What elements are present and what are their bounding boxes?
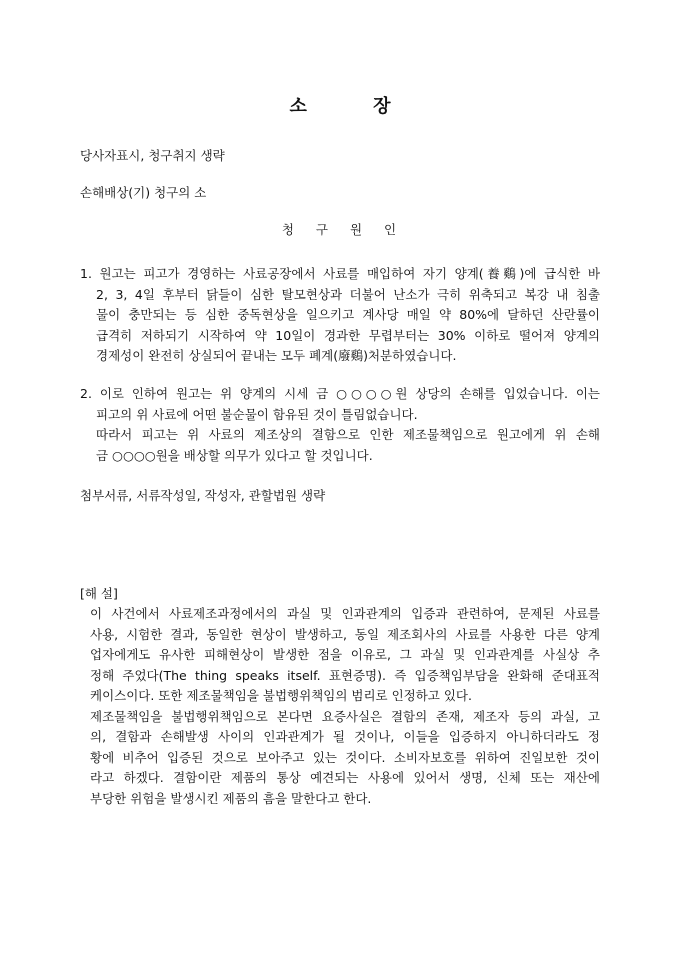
attachments-line: 첨부서류, 서류작성일, 작성자, 관할법원 생략 bbox=[80, 488, 326, 503]
paragraph-line: 물이 충만되는 등 심한 중독현상을 일으키고 계사당 매일 약 80%에 달하던 산란률이 bbox=[96, 307, 600, 322]
explanation-body bbox=[90, 604, 600, 809]
claim-paragraph-1 bbox=[80, 264, 600, 367]
party-info-line: 당사자표시, 청구취지 생략 bbox=[80, 148, 225, 163]
explanation-line: 라고 하겠다. 결함이란 제품의 통상 예견되는 사용에 있어서 생명, 신체 또는 재산에 bbox=[90, 770, 600, 785]
explanation-line: 이 사건에서 사료제조과정에서의 과실 및 인과관계의 입증과 관련하여, 문제된 사료를 bbox=[90, 606, 600, 621]
section-heading: 청 구 원 인 bbox=[281, 222, 399, 237]
paragraph-line: 피고의 위 사료에 어떤 불순물이 함유된 것이 틀림없습니다. bbox=[96, 406, 418, 422]
explanation-line: 사용, 시험한 결과, 동일한 현상이 발생하고, 동일 제조회사의 사료를 사용한 다른 양계 bbox=[90, 626, 600, 642]
document-title: 소 장 bbox=[289, 96, 391, 117]
explanation-line: 의, 결함과 손해발생 사이의 인과관계가 될 것이나, 이들을 입증하지 아니하더라도 정 bbox=[90, 729, 600, 744]
paragraph-line: 1. 원고는 피고가 경영하는 사료공장에서 사료를 매입하여 자기 양계(養鷄)에 급식한 바 bbox=[80, 266, 600, 281]
explanation-line: 부당한 위험을 발생시킨 제품의 흠을 말한다고 한다. bbox=[90, 790, 372, 806]
case-name-line: 손해배상(기) 청구의 소 bbox=[80, 185, 207, 200]
paragraph-line: 따라서 피고는 위 사료의 제조상의 결함으로 인한 제조물책임으로 원고에게 위 손해 bbox=[96, 427, 600, 442]
paragraph-line: 2, 3, 4일 후부터 닭들이 심한 탈모현상과 더불어 난소가 극히 위축되고 복강 내 침출 bbox=[96, 286, 600, 302]
explanation-label: [해 설] bbox=[80, 586, 118, 601]
paragraph-line: 경제성이 완전히 상실되어 끝내는 모두 폐계(廢鷄)처분하였습니다. bbox=[96, 348, 457, 363]
paragraph-line: 급격히 저하되기 시작하여 약 10일이 경과한 무렵부터는 30% 이하로 떨어져 양계의 bbox=[96, 327, 600, 343]
explanation-line: 제조물책임을 불법행위책임으로 본다면 요증사실은 결함의 존재, 제조자 등의 과실, 고 bbox=[90, 708, 600, 724]
explanation-line: 케이스이다. 또한 제조물책임을 불법행위책임의 범리로 인정하고 있다. bbox=[90, 688, 472, 703]
explanation-line: 정해 주었다(The thing speaks itself. 표현증명). 즉 입증책임부담을 완화해 준대표적 bbox=[90, 667, 600, 683]
paragraph-line: 금 ○○○○원을 배상할 의무가 있다고 할 것입니다. bbox=[96, 447, 373, 463]
paragraph-line: 2. 이로 인하여 원고는 위 양계의 시세 금 ○○○○원 상당의 손해를 입었습니다. 이는 bbox=[80, 386, 600, 401]
claim-paragraph-2 bbox=[80, 384, 600, 466]
explanation-line: 업자에게도 유사한 피해현상이 발생한 점을 이유로, 그 과실 및 인과관계를 사실상 추 bbox=[90, 647, 600, 662]
explanation-line: 황에 비추어 입증된 것으로 보아주고 있는 것이다. 소비자보호를 위하여 진일보한 것이 bbox=[90, 749, 600, 765]
